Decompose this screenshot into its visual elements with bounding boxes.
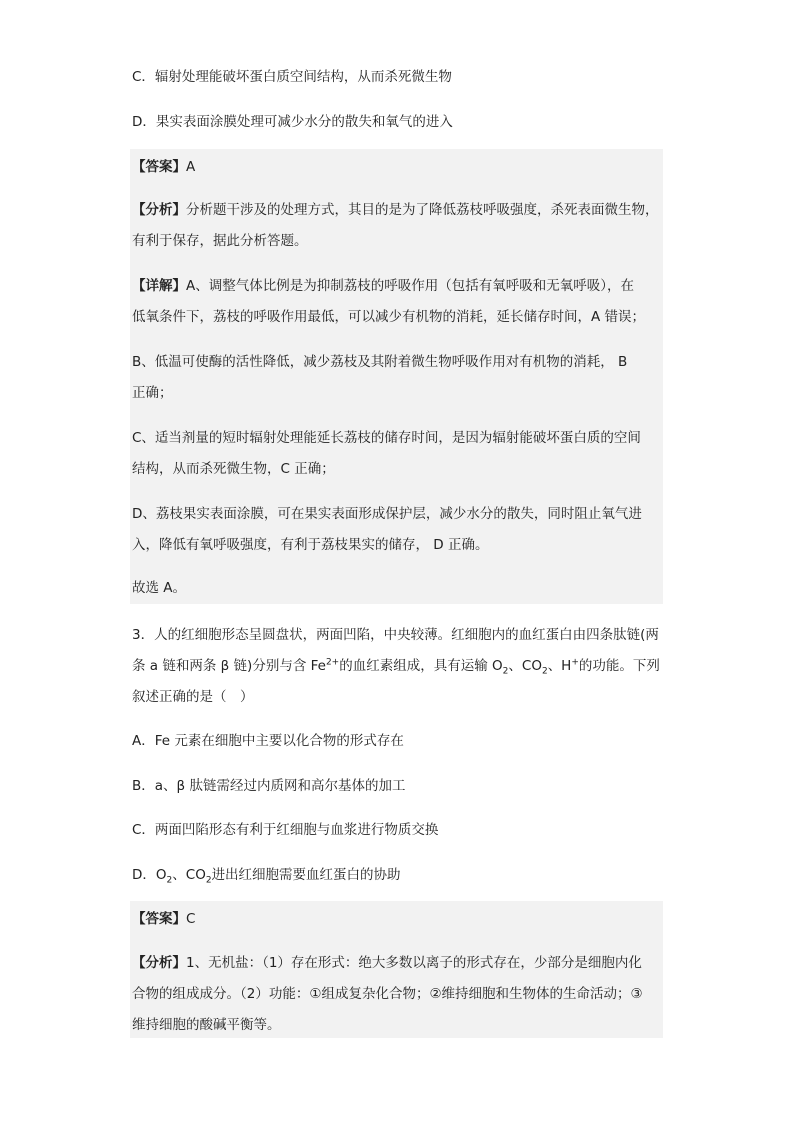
- analysis-tag: 【分析】: [132, 202, 186, 218]
- q3-option-d: D．$O_2$、$CO_2$进出红细胞需要血红蛋白的协助: [132, 867, 401, 886]
- answer-value: C: [186, 911, 196, 927]
- analysis-tag: 【分析】: [132, 955, 186, 971]
- q2-conclusion: 故选 A。: [132, 580, 187, 596]
- answer-value: A: [186, 159, 196, 175]
- q2-analysis-line-2: 有利于保存，据此分析答题。: [132, 233, 308, 249]
- q2-analysis-line-1: 【分析】分析题干涉及的处理方式，其目的是为了降低荔枝呼吸强度，杀死表面微生物，: [132, 202, 659, 218]
- q2-detail-line-1: 【详解】A、调整气体比例是为抑制荔枝的呼吸作用（包括有氧呼吸和无氧呼吸），在: [132, 278, 634, 294]
- q2-option-c: C．辐射处理能破坏蛋白质空间结构，从而杀死微生物: [132, 69, 452, 85]
- q3-analysis-line-3: 维持细胞的酸碱平衡等。: [132, 1017, 281, 1033]
- q3-stem-line-2: 条 a 链和两条 β 链)分别与含 $Fe^{2+}$的血红素组成，具有运输 $O_2$、$CO_2$、H+的功能。下列: [132, 657, 660, 677]
- q2-option-d: D．果实表面涂膜处理可减少水分的散失和氧气的进入: [132, 114, 453, 130]
- answer-tag: 【答案】: [132, 159, 186, 175]
- q3-answer: [132, 909, 662, 929]
- q2-detail-d-line-1: D、荔枝果实表面涂膜，可在果实表面形成保护层，减少水分的散失，同时阻止氧气进: [132, 506, 642, 522]
- q2-detail-c-line-2: 结构，从而杀死微生物，C 正确；: [132, 461, 335, 477]
- q2-detail-b-line-1: B、低温可使酶的活性降低，减少荔枝及其附着微生物呼吸作用对有机物的消耗， B: [132, 354, 628, 370]
- detail-tag: 【详解】: [132, 278, 186, 294]
- answer-tag: 【答案】: [132, 911, 186, 927]
- q2-detail-line-2: 低氧条件下，荔枝的呼吸作用最低，可以减少有机物的消耗，延长储存时间，A 错误；: [132, 309, 646, 325]
- q2-detail-d-line-2: 入，降低有氧呼吸强度，有利于荔枝果实的储存， D 正确。: [132, 537, 489, 553]
- q2-detail-c-line-1: C、适当剂量的短时辐射处理能延长荔枝的储存时间，是因为辐射能破坏蛋白质的空间: [132, 430, 641, 446]
- q3-option-a: A．Fe 元素在细胞中主要以化合物的形式存在: [132, 733, 404, 749]
- q3-option-b: B．a、β 肽链需经过内质网和高尔基体的加工: [132, 778, 406, 794]
- q2-detail-b-line-2: 正确；: [132, 385, 173, 401]
- q3-stem-line-1: 3．人的红细胞形态呈圆盘状，两面凹陷，中央较薄。红细胞内的血红蛋白由四条肽链(两: [132, 627, 659, 643]
- q3-analysis-line-2: 合物的组成成分。（2）功能：①组成复杂化合物；②维持细胞和生物体的生命活动；③: [132, 986, 643, 1002]
- q3-stem-line-3: 叙述正确的是（ ）: [132, 689, 254, 705]
- q2-answer: [132, 157, 662, 177]
- q3-analysis-line-1: 【分析】1、无机盐：（1）存在形式：绝大多数以离子的形式存在，少部分是细胞内化: [132, 955, 642, 971]
- q3-option-c: C．两面凹陷形态有利于红细胞与血浆进行物质交换: [132, 822, 439, 838]
